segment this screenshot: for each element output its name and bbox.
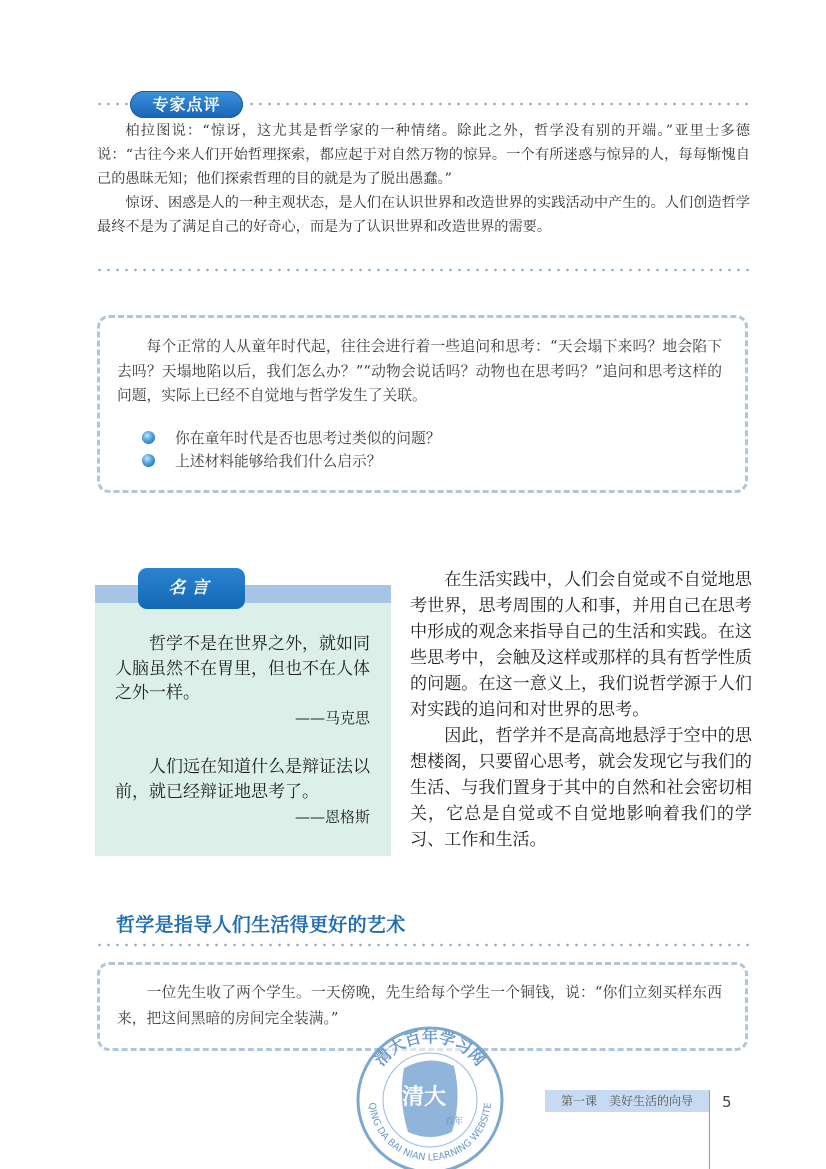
story-text: 一位先生收了两个学生。一天傍晚，先生给每个学生一个铜钱，说：“你们立刻买样东西来，把这间黑暗的房间完全装满。” <box>117 984 722 1027</box>
dotted-separator <box>95 268 750 272</box>
quote-text: 哲学不是在世界之外，就如同人脑虽然不在胃里，但也不在人体之外一样。 <box>115 634 370 703</box>
quote-author: ——马克思 <box>294 709 370 727</box>
section-heading: 哲学是指导人们生活得更好的艺术 <box>116 914 406 936</box>
famous-quotes-badge: 名言 <box>138 568 245 609</box>
chapter-label: 第一课 美好生活的向导 <box>545 1090 709 1112</box>
expert-review-body <box>97 119 750 239</box>
inquiry-text: 每个正常的人从童年时代起，往往会进行着一些追问和思考：“天会塌下来吗？地会陷下去吗？天塌地陷以后，我们怎么办？”“动物会说话吗？动物也在思考吗？”追问和思考这样的问题，实际上已经不自觉地与哲学发生了关联。 <box>117 338 722 404</box>
expert-review-paragraph: 柏拉图说：“惊讶，这尤其是哲学家的一种情绪。除此之外，哲学没有别的开端。”亚里士多德说：“古往今来人们开始哲理探索，都应起于对自然万物的惊异。一个有所迷惑与惊异的人，每每惭愧自己的愚昧无知；他们探索哲理的目的就是为了脱出愚蠢。” <box>97 123 750 187</box>
question-item <box>142 426 441 448</box>
body-paragraph: 因此，哲学并不是高高地悬浮于空中的思想楼阁，只要留心思考，就会发现它与我们的生活、与我们置身于其中的自然和社会密切相关，它总是自觉或不自觉地影响着我们的学习、工作和生活。 <box>410 726 752 850</box>
blue-bullet-icon <box>142 454 155 467</box>
footer-divider <box>709 1090 710 1169</box>
dotted-separator <box>247 102 750 106</box>
page-number: 5 <box>722 1093 732 1111</box>
dotted-separator <box>95 102 129 106</box>
blue-bullet-icon <box>142 431 155 444</box>
body-paragraph: 在生活实践中，人们会自觉或不自觉地思考世界，思考周围的人和事，并用自己在思考中形成的观念来指导自己的生活和实践。在这些思考中，会触及这样或那样的具有哲学性质的问题。在这一意义上，我们说哲学源于人们对实践的追问和对世界的思考。 <box>410 570 752 720</box>
quote-author: ——恩格斯 <box>294 808 370 826</box>
watermark-top-text: 清大百年学习网 <box>370 1027 490 1070</box>
watermark-bottom-text: QING DA BAI NIAN LEARNING WEBSITE <box>366 1101 494 1164</box>
expert-review-badge: 专家点评 <box>130 91 243 118</box>
watermark-stamp-icon <box>354 1024 506 1169</box>
expert-review-paragraph: 惊讶、困惑是人的一种主观状态，是人们在认识世界和改造世界的实践活动中产生的。人们创造哲学最终不是为了满足自己的好奇心，而是为了认识世界和改造世界的需要。 <box>97 195 750 235</box>
quote-text: 人们远在知道什么是辩证法以前，就已经辩证地思考了。 <box>115 757 370 802</box>
watermark-seal-small-text: 百年 <box>444 1117 464 1127</box>
watermark-seal-text: 清大 <box>401 1084 447 1110</box>
dotted-separator <box>95 943 750 947</box>
main-body-text <box>410 567 752 853</box>
question-text: 上述材料能够给我们什么启示？ <box>175 452 382 470</box>
question-text: 你在童年时代是否也思考过类似的问题？ <box>175 429 441 447</box>
question-item <box>142 449 382 471</box>
